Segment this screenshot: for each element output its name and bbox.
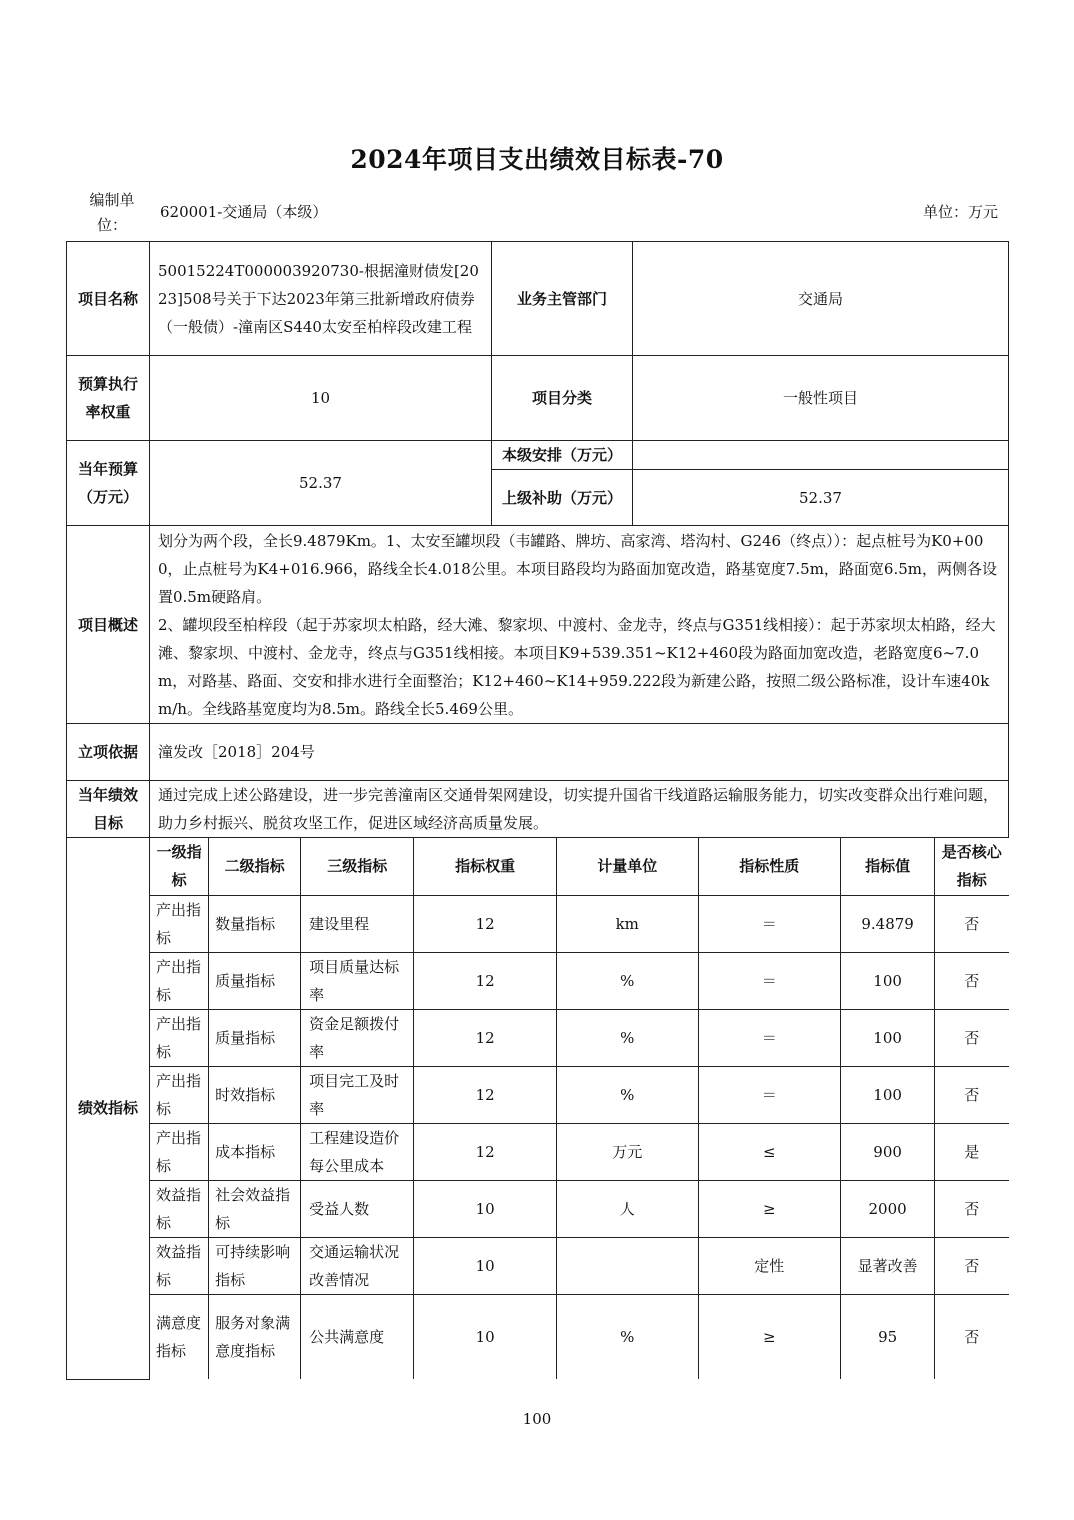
indicator-cell: % xyxy=(556,1009,698,1066)
indicator-cell: 定性 xyxy=(698,1237,841,1294)
indicator-cell: 12 xyxy=(414,1066,557,1123)
local-value xyxy=(633,441,1009,470)
indicator-cell: 资金足额拨付率 xyxy=(301,1009,414,1066)
category-label: 项目分类 xyxy=(492,356,633,441)
indicator-cell: 900 xyxy=(841,1123,935,1180)
indicator-cell: 受益人数 xyxy=(301,1180,414,1237)
basis-label: 立项依据 xyxy=(67,724,150,781)
weight-label: 预算执行率权重 xyxy=(67,356,150,441)
indicator-cell: 100 xyxy=(841,952,935,1009)
indicator-cell: 产出指标 xyxy=(150,1123,209,1180)
indicator-cell: 否 xyxy=(935,895,1009,952)
org-label: 编制单位： xyxy=(89,191,135,234)
indicator-cell: 满意度指标 xyxy=(150,1294,209,1379)
category-value: 一般性项目 xyxy=(633,356,1009,441)
indicator-cell: 12 xyxy=(414,1009,557,1066)
indicator-cell: 10 xyxy=(414,1294,557,1379)
indicator-cell: 交通运输状况改善情况 xyxy=(301,1237,414,1294)
page-title: 2024年项目支出绩效目标表-70 xyxy=(350,145,724,174)
project-name-label: 项目名称 xyxy=(67,242,150,356)
header-meta xyxy=(66,186,1008,240)
table-row xyxy=(150,895,1009,952)
indicator-header: 一级指标 xyxy=(150,838,209,895)
indicator-cell: 100 xyxy=(841,1066,935,1123)
indicator-cell: ＝ xyxy=(698,952,841,1009)
indicators-label: 绩效指标 xyxy=(67,838,150,1380)
indicator-cell: 效益指标 xyxy=(150,1237,209,1294)
indicator-cell: 产出指标 xyxy=(150,1009,209,1066)
page-number: 100 xyxy=(522,1410,552,1428)
overview-label: 项目概述 xyxy=(67,526,150,724)
indicator-cell: ＝ xyxy=(698,1066,841,1123)
indicator-cell: 12 xyxy=(414,952,557,1009)
indicator-cell: 9.4879 xyxy=(841,895,935,952)
indicator-header: 指标权重 xyxy=(414,838,557,895)
indicator-header: 计量单位 xyxy=(556,838,698,895)
indicator-cell: 否 xyxy=(935,1237,1009,1294)
dept-label: 业务主管部门 xyxy=(492,242,633,356)
performance-table xyxy=(66,241,1009,1380)
table-row xyxy=(150,1066,1009,1123)
budget-label: 当年预算（万元） xyxy=(67,441,150,526)
project-name-value: 50015224T000003920730-根据潼财债发[2023]508号关于下达2023年第三批新增政府债券（一般债）-潼南区S440太安至柏梓段改建工程 xyxy=(150,242,492,356)
indicator-cell: ≥ xyxy=(698,1180,841,1237)
weight-value: 10 xyxy=(150,356,492,441)
org-value: 620001-交通局（本级） xyxy=(160,203,328,221)
overview-text xyxy=(150,526,1009,724)
unit-label: 单位：万元 xyxy=(922,203,998,221)
table-row xyxy=(150,1294,1009,1379)
indicator-cell: 否 xyxy=(935,952,1009,1009)
overview-paragraph-2: 2、罐坝段至柏梓段（起于苏家坝太柏路，经大滩、黎家坝、中渡村、金龙寺，终点与G351线相接）：起于苏家坝太柏路，经大滩、黎家坝、中渡村、金龙寺，终点与G351线相接。本项目K9+539.351~K12+460段为路面加宽改造，老路宽度6~7.0m，对路基、路面、交安和排水进行全面整治；K12+460~K14+959.222段为新建公路，按照二级公路标准，设计车速40km/h。全线路基宽度均为8.5m。路线全长5.469公里。 xyxy=(158,615,996,718)
indicator-cell: 12 xyxy=(414,895,557,952)
indicators-table xyxy=(150,838,1009,1379)
indicator-cell: 显著改善 xyxy=(841,1237,935,1294)
indicator-cell: 12 xyxy=(414,1123,557,1180)
indicator-cell: 是 xyxy=(935,1123,1009,1180)
indicator-cell: 数量指标 xyxy=(209,895,301,952)
indicator-cell: 公共满意度 xyxy=(301,1294,414,1379)
budget-value: 52.37 xyxy=(150,441,492,526)
indicator-cell: 10 xyxy=(414,1180,557,1237)
indicator-cell: 质量指标 xyxy=(209,952,301,1009)
goal-value: 通过完成上述公路建设，进一步完善潼南区交通骨架网建设，切实提升国省干线道路运输服务能力，切实改变群众出行难问题，助力乡村振兴、脱贫攻坚工作，促进区域经济高质量发展。 xyxy=(150,781,1009,838)
indicator-header: 指标性质 xyxy=(698,838,841,895)
indicator-cell: 服务对象满意度指标 xyxy=(209,1294,301,1379)
table-row xyxy=(150,1009,1009,1066)
indicator-cell: 否 xyxy=(935,1180,1009,1237)
indicator-cell: 2000 xyxy=(841,1180,935,1237)
dept-value: 交通局 xyxy=(633,242,1009,356)
indicator-cell: ＝ xyxy=(698,895,841,952)
indicator-cell: 成本指标 xyxy=(209,1123,301,1180)
indicator-cell: 否 xyxy=(935,1066,1009,1123)
indicator-cell: ≤ xyxy=(698,1123,841,1180)
indicators-cell xyxy=(150,838,1009,1380)
indicator-cell: 产出指标 xyxy=(150,1066,209,1123)
indicator-header: 三级指标 xyxy=(301,838,414,895)
indicator-cell: 项目完工及时率 xyxy=(301,1066,414,1123)
indicator-cell: 10 xyxy=(414,1237,557,1294)
indicator-cell: 产出指标 xyxy=(150,952,209,1009)
indicator-cell: 质量指标 xyxy=(209,1009,301,1066)
table-row xyxy=(150,1237,1009,1294)
indicator-cell: 产出指标 xyxy=(150,895,209,952)
table-row xyxy=(150,1180,1009,1237)
indicator-cell: km xyxy=(556,895,698,952)
indicator-cell: 否 xyxy=(935,1294,1009,1379)
indicator-cell: % xyxy=(556,1294,698,1379)
basis-value: 潼发改［2018］204号 xyxy=(150,724,1009,781)
local-label: 本级安排（万元） xyxy=(492,441,633,470)
indicator-header: 指标值 xyxy=(841,838,935,895)
indicator-cell: 否 xyxy=(935,1009,1009,1066)
indicators-header-row xyxy=(150,838,1009,895)
indicator-cell: 万元 xyxy=(556,1123,698,1180)
indicator-cell: % xyxy=(556,1066,698,1123)
indicator-cell: % xyxy=(556,952,698,1009)
overview-paragraph-1: 划分为两个段，全长9.4879Km。1、太安至罐坝段（韦罐路、牌坊、高家湾、塔沟村、G246（终点））：起点桩号为K0+000，止点桩号为K4+016.966，路线全长4.018公里。本项目路段均为路面加宽改造，路基宽度7.5m，路面宽6.5m，两侧各设置0.5m硬路肩。 xyxy=(158,531,997,606)
indicator-cell: 效益指标 xyxy=(150,1180,209,1237)
indicator-cell: 95 xyxy=(841,1294,935,1379)
indicator-cell: 人 xyxy=(556,1180,698,1237)
indicator-cell: ＝ xyxy=(698,1009,841,1066)
subsidy-value: 52.37 xyxy=(633,470,1009,526)
subsidy-label: 上级补助（万元） xyxy=(492,470,633,526)
indicator-cell: 项目质量达标率 xyxy=(301,952,414,1009)
indicator-cell xyxy=(556,1237,698,1294)
indicator-cell: ≥ xyxy=(698,1294,841,1379)
goal-label: 当年绩效目标 xyxy=(67,781,150,838)
table-row xyxy=(150,1123,1009,1180)
indicator-cell: 100 xyxy=(841,1009,935,1066)
indicator-cell: 工程建设造价每公里成本 xyxy=(301,1123,414,1180)
indicator-cell: 社会效益指标 xyxy=(209,1180,301,1237)
indicator-cell: 时效指标 xyxy=(209,1066,301,1123)
indicator-header: 是否核心指标 xyxy=(935,838,1009,895)
table-row xyxy=(150,952,1009,1009)
indicator-cell: 可持续影响指标 xyxy=(209,1237,301,1294)
indicator-cell: 建设里程 xyxy=(301,895,414,952)
indicator-header: 二级指标 xyxy=(209,838,301,895)
